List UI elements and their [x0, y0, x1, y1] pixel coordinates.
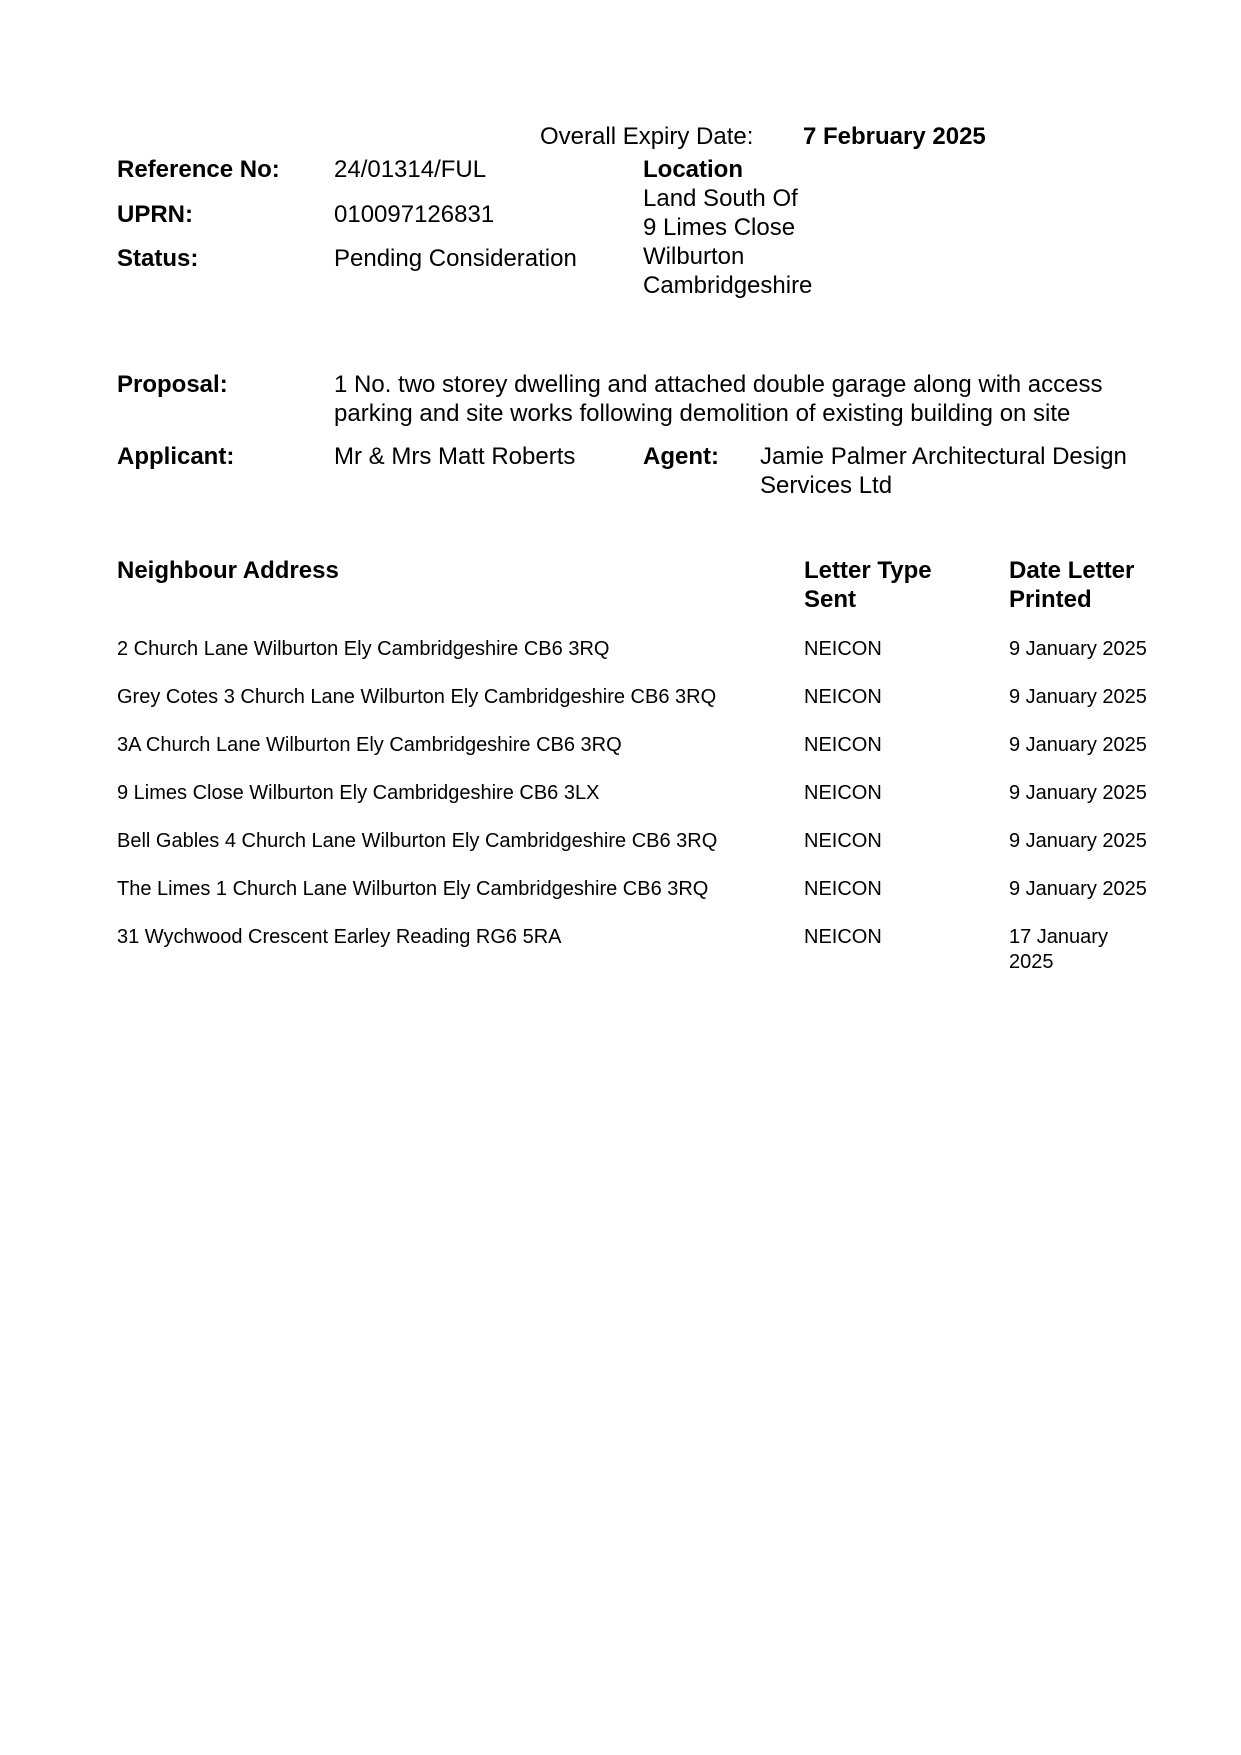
row-address: 2 Church Lane Wilburton Ely Cambridgeshire CB6 3RQ [117, 638, 610, 660]
row-letter-type: NEICON [804, 830, 882, 852]
row-date: 17 January 2025 [1009, 926, 1108, 973]
row-date: 9 January 2025 [1009, 638, 1147, 660]
row-address: 31 Wychwood Crescent Earley Reading RG6 5RA [117, 926, 562, 948]
header-letter-type: Letter Type Sent [804, 557, 932, 613]
row-date: 9 January 2025 [1009, 782, 1147, 804]
status-value: Pending Consideration [334, 245, 577, 272]
row-address: Bell Gables 4 Church Lane Wilburton Ely Cambridgeshire CB6 3RQ [117, 830, 718, 852]
proposal-text: 1 No. two storey dwelling and attached double garage along with access parking and site works following demolition of existing building on site [334, 371, 1103, 427]
header-neighbour-address: Neighbour Address [117, 557, 339, 584]
row-date: 9 January 2025 [1009, 734, 1147, 756]
header-date-printed: Date Letter Printed [1009, 557, 1135, 613]
row-letter-type: NEICON [804, 878, 882, 900]
row-letter-type: NEICON [804, 734, 882, 756]
location-label: Location [643, 156, 743, 183]
applicant-value: Mr & Mrs Matt Roberts [334, 443, 576, 470]
status-label: Status: [117, 245, 199, 272]
row-date: 9 January 2025 [1009, 686, 1147, 708]
row-letter-type: NEICON [804, 782, 882, 804]
uprn-label: UPRN: [117, 201, 193, 228]
expiry-label: Overall Expiry Date: [540, 123, 754, 150]
location-address: Land South Of 9 Limes Close Wilburton Cambridgeshire [643, 185, 813, 299]
expiry-value: 7 February 2025 [803, 123, 986, 150]
row-address: Grey Cotes 3 Church Lane Wilburton Ely Cambridgeshire CB6 3RQ [117, 686, 717, 708]
row-letter-type: NEICON [804, 926, 882, 948]
reference-value: 24/01314/FUL [334, 156, 487, 183]
proposal-label: Proposal: [117, 371, 228, 398]
row-address: 9 Limes Close Wilburton Ely Cambridgeshire CB6 3LX [117, 782, 600, 804]
row-letter-type: NEICON [804, 638, 882, 660]
row-address: 3A Church Lane Wilburton Ely Cambridgeshire CB6 3RQ [117, 734, 622, 756]
applicant-label: Applicant: [117, 443, 235, 470]
uprn-value: 010097126831 [334, 201, 495, 228]
row-date: 9 January 2025 [1009, 830, 1147, 852]
agent-value: Jamie Palmer Architectural Design Services Ltd [760, 443, 1127, 499]
row-letter-type: NEICON [804, 686, 882, 708]
reference-label: Reference No: [117, 156, 280, 183]
row-address: The Limes 1 Church Lane Wilburton Ely Cambridgeshire CB6 3RQ [117, 878, 709, 900]
agent-label: Agent: [643, 443, 719, 470]
row-date: 9 January 2025 [1009, 878, 1147, 900]
